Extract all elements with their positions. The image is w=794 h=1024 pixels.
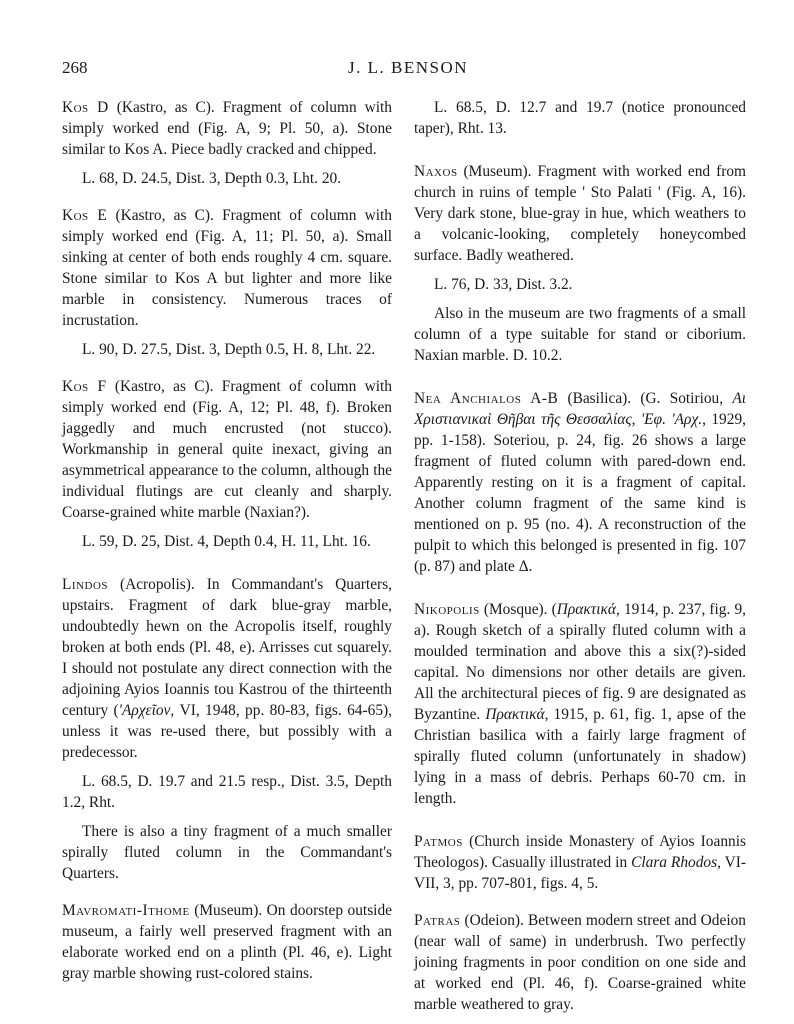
entry-naxos (414, 161, 746, 266)
entry-text: , VI-VII, 3, pp. 707-801, figs. 4, 5. (414, 854, 746, 892)
entry-name: Patmos (414, 833, 463, 850)
journal-title: Clara Rhodos (631, 854, 718, 871)
entry-dims: L. 90, D. 27.5, Dist. 3, Depth 0.5, H. 8, Lht. 22. (82, 341, 376, 358)
entry-lindos (62, 574, 392, 763)
entry-name: Lindos (62, 576, 109, 593)
entry-name: Mavromati-Ithome (62, 902, 190, 919)
entry-dims: L. 68, D. 24.5, Dist. 3, Depth 0.3, Lht. 20. (82, 170, 342, 187)
entry-text: (Museum). On doorstep outside museum, a fairly well preserved fragment with an elaborate worked end on a plinth (Pl. 46, e). Light gray marble showing rust-colored stains. (62, 902, 392, 982)
entry-nikopolis (414, 599, 746, 809)
entry-nea-anchialos (414, 388, 746, 577)
entry-note: Also in the museum are two fragments of a small column of a type suitable for stand or ciborium. Naxian marble. D. 10.2. (414, 305, 746, 364)
entry-name: Naxos (414, 163, 458, 180)
entry-name: Nikopolis (414, 601, 480, 618)
entry-text: (Odeion). Between modern street and Odeion (near wall of same) in underbrush. Two perfectly joining fragments in poor condition on one side and at worked end (Pl. 46, f). Coarse-grained white marble weathered to gray. (414, 912, 746, 1013)
running-header (62, 58, 754, 84)
entry-name: Kos F (62, 378, 107, 395)
left-column (62, 97, 392, 984)
entry-note: There is also a tiny fragment of a much smaller spirally fluted column in the Commandant's Quarters. (62, 823, 392, 882)
entry-dims: L. 76, D. 33, Dist. 3.2. (434, 276, 573, 293)
entry-text: , 1929, pp. 1-158). Soteriou, p. 24, fig. 26 shows a large fragment of fluted column with pared-down end. Apparently resting on it is a fragment of capital. Another column fragment of the same kind is mentioned on p. 95 (no. 4). A reconstruction of the pulpit to which this belonged is presented in fig. 107 (p. 87) and plate Δ. (414, 411, 746, 575)
greek-citation: Πρακτικά (556, 601, 616, 618)
entry-mavromati-ithome (62, 900, 392, 984)
entry-text: , 1915, p. 61, fig. 1, apse of the Christian basilica with a fairly large fragment of spirally fluted column (unfortunately in shadow) lying in a mass of debris. Perhaps 60-70 cm. in length. (414, 706, 747, 807)
entry-name: Nea Anchialos A-B (414, 390, 559, 407)
entry-name: Patras (414, 912, 461, 929)
entry-kos-f (62, 376, 392, 523)
entry-dims: L. 68.5, D. 12.7 and 19.7 (notice pronounced taper), Rht. 13. (414, 99, 746, 137)
entry-text: (Museum). Fragment with worked end from church in ruins of temple ' Sto Palati ' (Fig. A, 16). Very dark stone, blue-gray in hue, which weathers to a volcanic-looking, completely honeycombed surface. Badly weathered. (414, 163, 746, 264)
entry-text: (Basilica). (G. Sotiriou, (558, 390, 733, 407)
running-head-author: J. L. BENSON (347, 58, 468, 77)
entry-text: , 1914, p. 237, fig. 9, a). Rough sketch of a spirally fluted column with a moulded termination and above this a six(?)-sided capital. No dimensions nor other details are given. All the architectural pieces of fig. 9 are designated as Byzantine. (414, 601, 746, 723)
entry-dims: L. 68.5, D. 19.7 and 21.5 resp., Dist. 3.5, Depth 1.2, Rht. (62, 773, 392, 811)
entry-dims: L. 59, D. 25, Dist. 4, Depth 0.4, H. 11, Lht. 16. (82, 533, 371, 550)
entry-text: (Kastro, as C). Fragment of column with simply worked end (Fig. A, 12; Pl. 48, f). Broken jaggedly and much encrusted (not stucco). Workmanship in general quite inexact, giving an asymmetrical appearance to the column, although the individual flutings are cut cleanly and sharply. Coarse-grained white marble (Naxian?). (62, 378, 392, 521)
entry-text: (Kastro, as C). Fragment of column with simply worked end (Fig. A, 11; Pl. 50, a). Small sinking at center of both ends roughly 4 cm. square. Stone similar to Kos A but lighter and more like marble in consistency. Numerous traces of incrustation. (62, 207, 392, 329)
page-number: 268 (62, 58, 88, 77)
greek-citation: Πρακτικά (485, 706, 545, 723)
entry-text: (Church inside Monastery of Ayios Ioannis Theologos). Casually illustrated in (414, 833, 746, 871)
entry-kos-e (62, 205, 392, 331)
greek-citation: Αι Χριστιανικαὶ Θῆβαι τῆς Θεσσαλίας, 'Εφ. 'Αρχ. (414, 390, 746, 428)
entry-text: (Acropolis). In Commandant's Quarters, upstairs. Fragment of dark blue-gray marble, undoubtedly hewn on the Acropolis itself, roughly broken at both ends (Pl. 48, e). Arrisses cut squarely. I should not postulate any direct connection with the adjoining Ayios Ioannis tou Kastrou of the thirteenth century ( (62, 576, 392, 719)
greek-citation: 'Αρχεῖον (118, 702, 171, 719)
entry-patras (414, 910, 746, 1015)
entry-kos-d (62, 97, 392, 160)
entry-name: Kos D (62, 99, 109, 116)
entry-text: , VI, 1948, pp. 80-83, figs. 64-65), unless it was re-used there, but possibly with a predecessor. (62, 702, 392, 761)
entry-patmos (414, 831, 746, 894)
entry-name: Kos E (62, 207, 108, 224)
entry-text: (Kastro, as C). Fragment of column with simply worked end (Fig. A, 9; Pl. 50, a). Stone similar to Kos A. Piece badly cracked and chipped. (62, 99, 392, 158)
right-column (414, 97, 746, 1015)
entry-text: (Mosque). ( (479, 601, 557, 618)
